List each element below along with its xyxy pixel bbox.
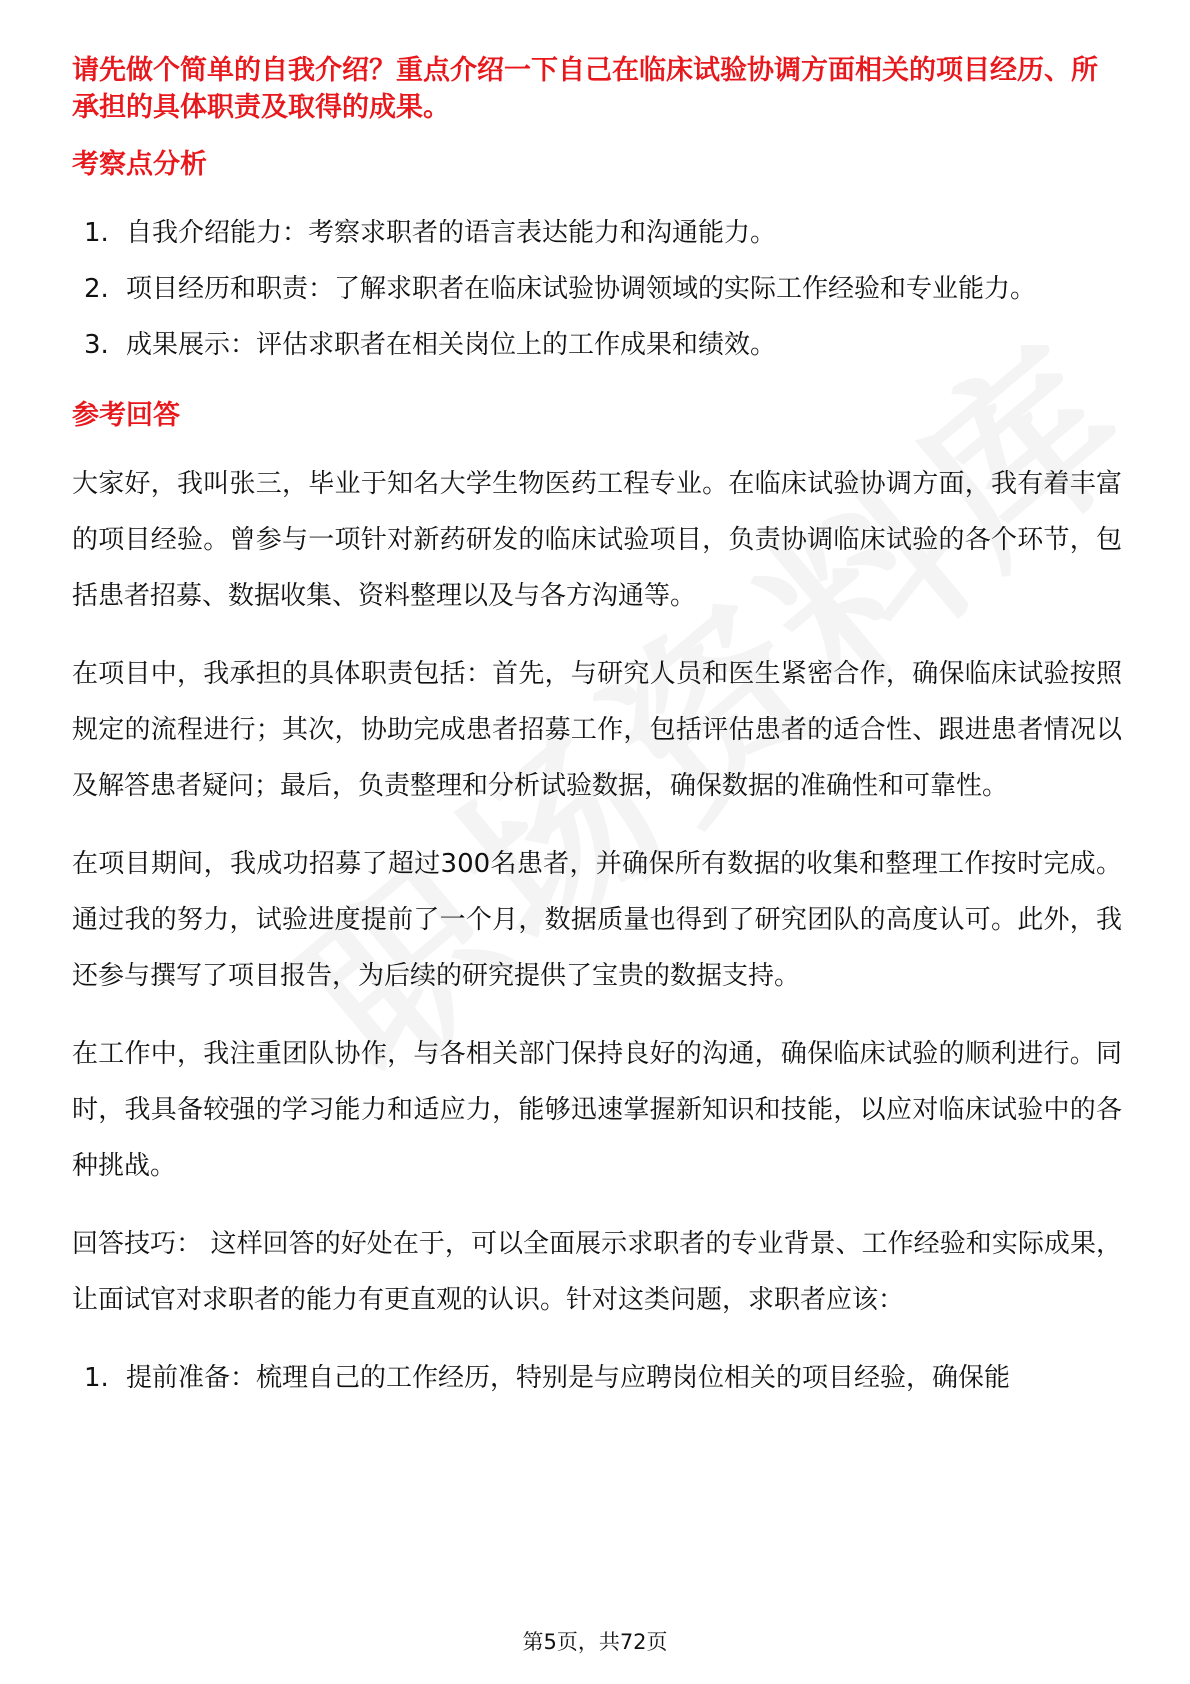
answer-paragraph: 在项目中，我承担的具体职责包括：首先，与研究人员和医生紧密合作，确保临床试验按照规定的流程进行；其次，协助完成患者招募工作，包括评估患者的适合性、跟进患者情况以及解答患者疑问；最后，负责整理和分析试验数据，确保数据的准确性和可靠性。 xyxy=(72,659,1122,801)
question-title: 请先做个简单的自我介绍？重点介绍一下自己在临床试验协调方面相关的项目经历、所承担的具体职责及取得的成果。 xyxy=(72,55,1098,123)
list-text: 自我介绍能力：考察求职者的语言表达能力和沟通能力。 xyxy=(126,218,777,248)
answer-heading: 参考回答 xyxy=(72,400,180,431)
list-text: 项目经历和职责：了解求职者在临床试验协调领域的实际工作经验和专业能力。 xyxy=(126,274,1037,304)
answer-paragraph: 在项目期间，我成功招募了超过300名患者，并确保所有数据的收集和整理工作按时完成。通过我的努力，试验进度提前了一个月，数据质量也得到了研究团队的高度认可。此外，我还参与撰写了项目报告，为后续的研究提供了宝贵的数据支持。 xyxy=(72,849,1122,991)
list-number: 1. xyxy=(84,1363,109,1393)
list-text: 提前准备：梳理自己的工作经历，特别是与应聘岗位相关的项目经验，确保能 xyxy=(126,1363,1011,1393)
tips-list xyxy=(72,1350,1122,1406)
list-number: 3. xyxy=(84,330,109,360)
answer-paragraph: 大家好，我叫张三，毕业于知名大学生物医药工程专业。在临床试验协调方面，我有着丰富的项目经验。曾参与一项针对新药研发的临床试验项目，负责协调临床试验的各个环节，包括患者招募、数据收集、资料整理以及与各方沟通等。 xyxy=(72,469,1122,611)
list-item xyxy=(72,261,1122,317)
page-footer: 第5页，共72页 xyxy=(522,1630,668,1654)
document-page xyxy=(72,52,1122,1430)
analysis-list xyxy=(72,205,1122,373)
answer-tips-paragraph: 回答技巧： 这样回答的好处在于，可以全面展示求职者的专业背景、工作经验和实际成果，让面试官对求职者的能力有更直观的认识。针对这类问题，求职者应该： xyxy=(72,1229,1122,1315)
answer-paragraph: 在工作中，我注重团队协作，与各相关部门保持良好的沟通，确保临床试验的顺利进行。同时，我具备较强的学习能力和适应力，能够迅速掌握新知识和技能，以应对临床试验中的各种挑战。 xyxy=(72,1039,1122,1181)
list-number: 1. xyxy=(84,218,109,248)
list-text: 成果展示：评估求职者在相关岗位上的工作成果和绩效。 xyxy=(126,330,777,360)
list-item xyxy=(72,205,1122,261)
list-number: 2. xyxy=(84,274,109,304)
analysis-heading: 考察点分析 xyxy=(72,149,207,180)
list-item xyxy=(72,317,1122,373)
list-item xyxy=(72,1350,1122,1406)
